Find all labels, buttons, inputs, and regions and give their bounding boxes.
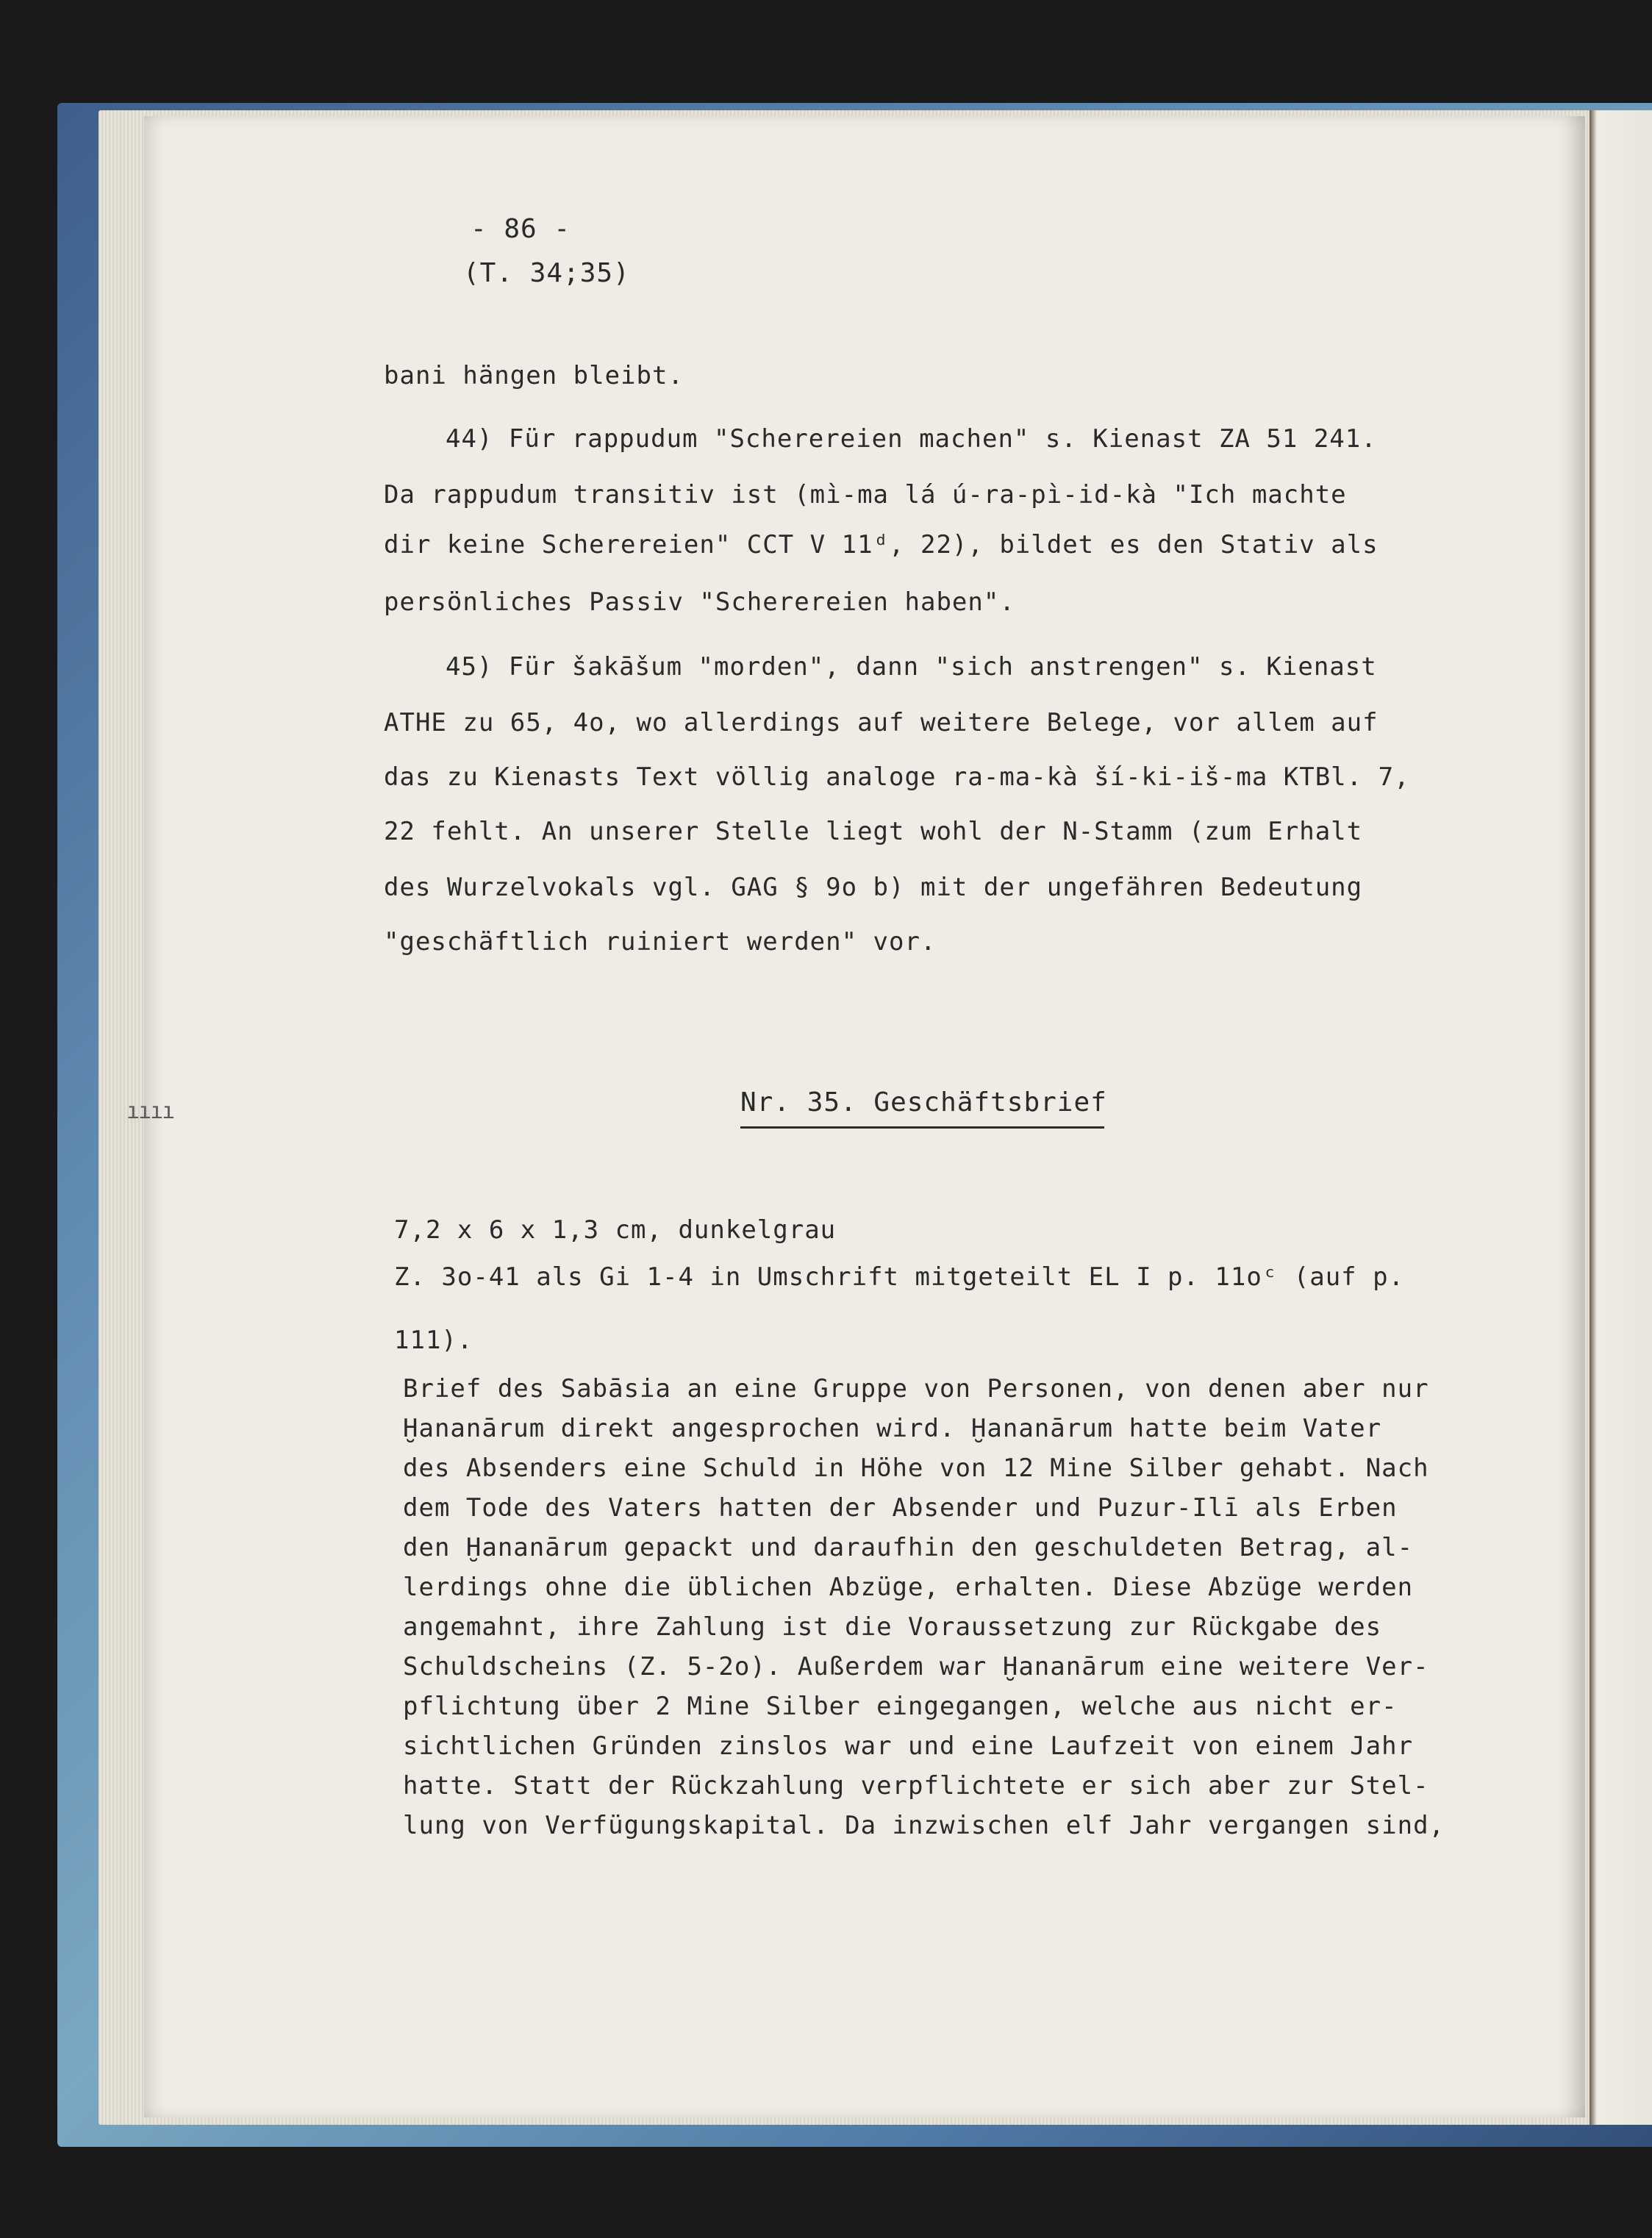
page-reference: (T. 34;35) — [463, 258, 630, 288]
summary-line: sichtlichen Gründen zinslos war und eine Laufzeit von einem Jahr — [403, 1731, 1414, 1761]
summary-line: angemahnt, ihre Zahlung ist die Voraussetzung zur Rückgabe des — [403, 1612, 1382, 1642]
text-line: bani hängen bleibt. — [384, 361, 684, 390]
text-line: 45) Für šakāšum "morden", dann "sich anstrengen" s. Kienast — [446, 652, 1377, 682]
summary-line: des Absenders eine Schuld in Höhe von 12 Mine Silber gehabt. Nach — [403, 1454, 1429, 1483]
text-line: 44) Für rappudum "Scherereien machen" s. Kienast ZA 51 241. — [446, 424, 1377, 454]
text-line: des Wurzelvokals vgl. GAG § 9o b) mit der ungefähren Bedeutung — [384, 873, 1363, 902]
gutter-mark: ıııı — [126, 1098, 174, 1124]
text-line: "geschäftlich ruiniert werden" vor. — [384, 927, 937, 957]
description-line: 111). — [394, 1326, 473, 1355]
description-line: Z. 3o-41 als Gi 1-4 in Umschrift mitgeteilt EL I p. 11oᶜ (auf p. — [394, 1262, 1405, 1292]
summary-line: Ḫananārum direkt angesprochen wird. Ḫananārum hatte beim Vater — [403, 1414, 1382, 1443]
summary-line: lung von Verfügungskapital. Da inzwischen elf Jahr vergangen sind, — [403, 1811, 1445, 1840]
summary-line: lerdings ohne die üblichen Abzüge, erhalten. Diese Abzüge werden — [403, 1573, 1414, 1602]
summary-line: den Ḫananārum gepackt und daraufhin den geschuldeten Betrag, al- — [403, 1533, 1414, 1562]
summary-line: pflichtung über 2 Mine Silber eingegangen, welche aus nicht er- — [403, 1692, 1398, 1721]
text-line: das zu Kienasts Text völlig analoge ra-ma-kà ší-ki-iš-ma KTBl. 7, — [384, 762, 1410, 792]
heading-underline — [740, 1126, 1104, 1129]
next-page-edge — [1590, 110, 1652, 2125]
text-line: 22 fehlt. An unserer Stelle liegt wohl der N-Stamm (zum Erhalt — [384, 817, 1363, 846]
description-line: 7,2 x 6 x 1,3 cm, dunkelgrau — [394, 1215, 837, 1245]
text-line: dir keine Scherereien" CCT V 11ᵈ, 22), bildet es den Stativ als — [384, 530, 1379, 560]
summary-line: Schuldscheins (Z. 5-2o). Außerdem war Ḫananārum eine weitere Ver- — [403, 1652, 1429, 1681]
section-heading: Nr. 35. Geschäftsbrief — [740, 1087, 1107, 1118]
page-number: - 86 - — [471, 214, 571, 244]
text-line: persönliches Passiv "Scherereien haben". — [384, 587, 1015, 617]
summary-line: Brief des Sabāsia an eine Gruppe von Personen, von denen aber nur — [403, 1374, 1429, 1404]
text-line: Da rappudum transitiv ist (mì-ma lá ú-ra-pì-id-kà "Ich machte — [384, 480, 1347, 510]
summary-line: hatte. Statt der Rückzahlung verpflichtete er sich aber zur Stel- — [403, 1771, 1429, 1801]
text-line: ATHE zu 65, 4o, wo allerdings auf weitere Belege, vor allem auf — [384, 708, 1379, 737]
summary-line: dem Tode des Vaters hatten der Absender und Puzur-Ilī als Erben — [403, 1493, 1398, 1523]
